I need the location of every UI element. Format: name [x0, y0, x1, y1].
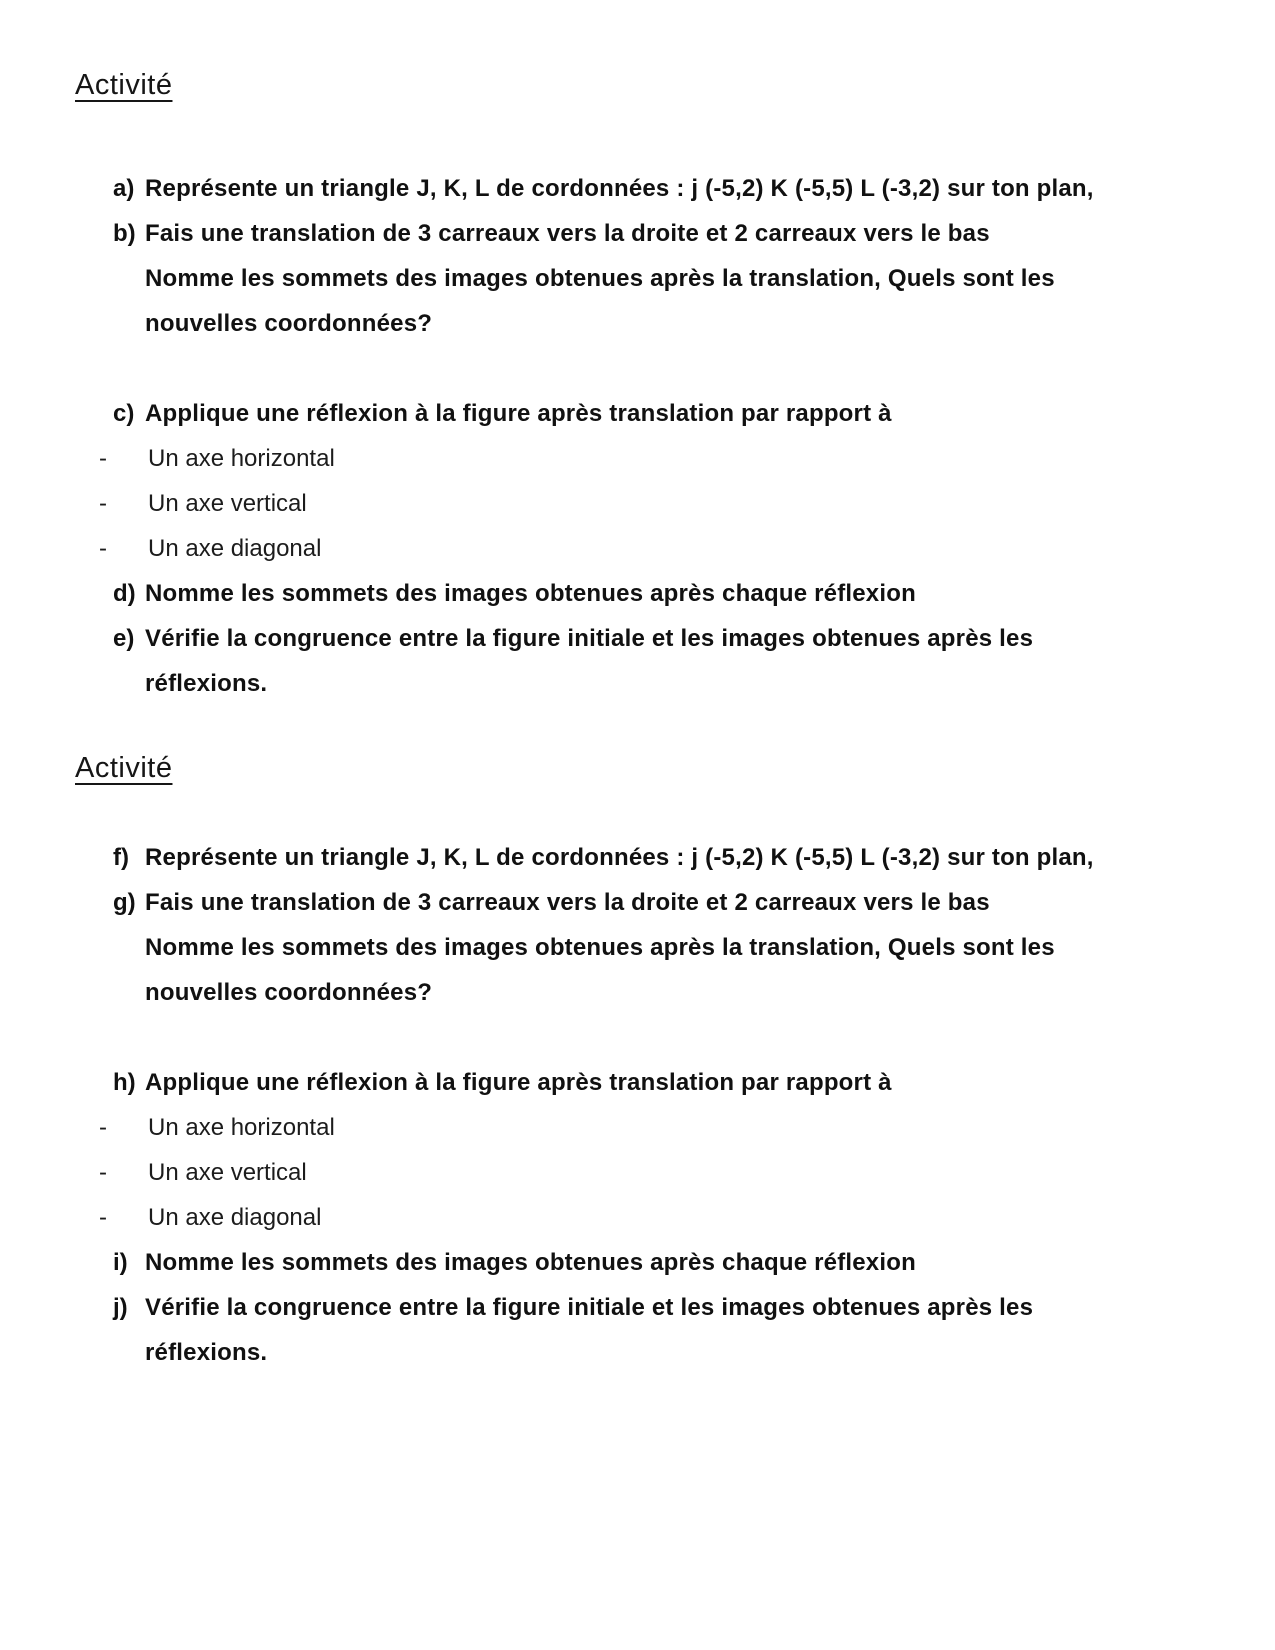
task-item-b — [75, 211, 1245, 346]
activity-section-1 — [75, 68, 1245, 706]
axis-option-horizontal-1 — [75, 436, 1245, 481]
task-item-e-text-line-2: réflexions. — [145, 670, 268, 697]
dash-bullet: - — [99, 1114, 107, 1141]
activity-section-2 — [75, 751, 1245, 1375]
task-item-a-marker: a) — [113, 175, 135, 202]
task-item-b-text-line-2: Nomme les sommets des images obtenues après la translation, Quels sont les — [145, 265, 1055, 292]
task-item-b-text-line-1: Fais une translation de 3 carreaux vers la droite et 2 carreaux vers le bas — [145, 220, 990, 247]
task-item-h — [75, 1060, 1245, 1105]
axis-option-vertical-1 — [75, 481, 1245, 526]
task-item-e-text-line-1: Vérifie la congruence entre la figure initiale et les images obtenues après les — [145, 625, 1034, 652]
task-item-g — [75, 880, 1245, 1015]
dash-bullet: - — [99, 445, 107, 472]
activity-2-heading: Activité — [75, 752, 173, 784]
axis-option-diagonal-1 — [75, 526, 1245, 571]
axis-option-vertical-2 — [75, 1150, 1245, 1195]
task-item-d — [75, 571, 1245, 616]
task-item-g-marker: g) — [113, 889, 136, 916]
task-item-h-text: Applique une réflexion à la figure après translation par rapport à — [145, 1069, 892, 1096]
task-item-a-text: Représente un triangle J, K, L de cordonnées : j (-5,2) K (-5,5) L (-3,2) sur ton plan, — [145, 175, 1094, 202]
task-item-g-text-line-3: nouvelles coordonnées? — [145, 979, 433, 1006]
task-item-f-text: Représente un triangle J, K, L de cordonnées : j (-5,2) K (-5,5) L (-3,2) sur ton plan, — [145, 844, 1094, 871]
task-item-i-text: Nomme les sommets des images obtenues après chaque réflexion — [145, 1249, 916, 1276]
axis-option-vertical-1-text: Un axe vertical — [148, 490, 307, 517]
activity-2-items — [75, 835, 1245, 1375]
axis-option-horizontal-2-text: Un axe horizontal — [148, 1114, 335, 1141]
task-item-j — [75, 1285, 1245, 1375]
axis-option-vertical-2-text: Un axe vertical — [148, 1159, 307, 1186]
axis-option-diagonal-1-text: Un axe diagonal — [148, 535, 322, 562]
task-item-a — [75, 166, 1245, 211]
task-item-i — [75, 1240, 1245, 1285]
task-item-b-marker: b) — [113, 220, 136, 247]
axis-option-horizontal-1-text: Un axe horizontal — [148, 445, 335, 472]
task-item-j-marker: j) — [113, 1294, 128, 1321]
task-item-c-marker: c) — [113, 400, 135, 427]
task-item-g-text-line-2: Nomme les sommets des images obtenues après la translation, Quels sont les — [145, 934, 1055, 961]
task-item-d-text: Nomme les sommets des images obtenues après chaque réflexion — [145, 580, 916, 607]
task-item-j-text-line-1: Vérifie la congruence entre la figure initiale et les images obtenues après les — [145, 1294, 1034, 1321]
dash-bullet: - — [99, 490, 107, 517]
task-item-b-text-line-3: nouvelles coordonnées? — [145, 310, 433, 337]
task-item-d-marker: d) — [113, 580, 136, 607]
task-item-g-text-line-1: Fais une translation de 3 carreaux vers la droite et 2 carreaux vers le bas — [145, 889, 990, 916]
dash-bullet: - — [99, 1159, 107, 1186]
task-item-f — [75, 835, 1245, 880]
dash-bullet: - — [99, 535, 107, 562]
task-item-i-marker: i) — [113, 1249, 128, 1276]
axis-option-diagonal-2-text: Un axe diagonal — [148, 1204, 322, 1231]
task-item-c-text: Applique une réflexion à la figure après translation par rapport à — [145, 400, 892, 427]
dash-bullet: - — [99, 1204, 107, 1231]
axis-option-horizontal-2 — [75, 1105, 1245, 1150]
axis-option-diagonal-2 — [75, 1195, 1245, 1240]
task-item-h-marker: h) — [113, 1069, 136, 1096]
activity-1-items — [75, 166, 1245, 706]
task-item-j-text-line-2: réflexions. — [145, 1339, 268, 1366]
activity-1-heading: Activité — [75, 69, 173, 101]
task-item-e — [75, 616, 1245, 706]
task-item-f-marker: f) — [113, 844, 129, 871]
task-item-e-marker: e) — [113, 625, 135, 652]
task-item-c — [75, 391, 1245, 436]
